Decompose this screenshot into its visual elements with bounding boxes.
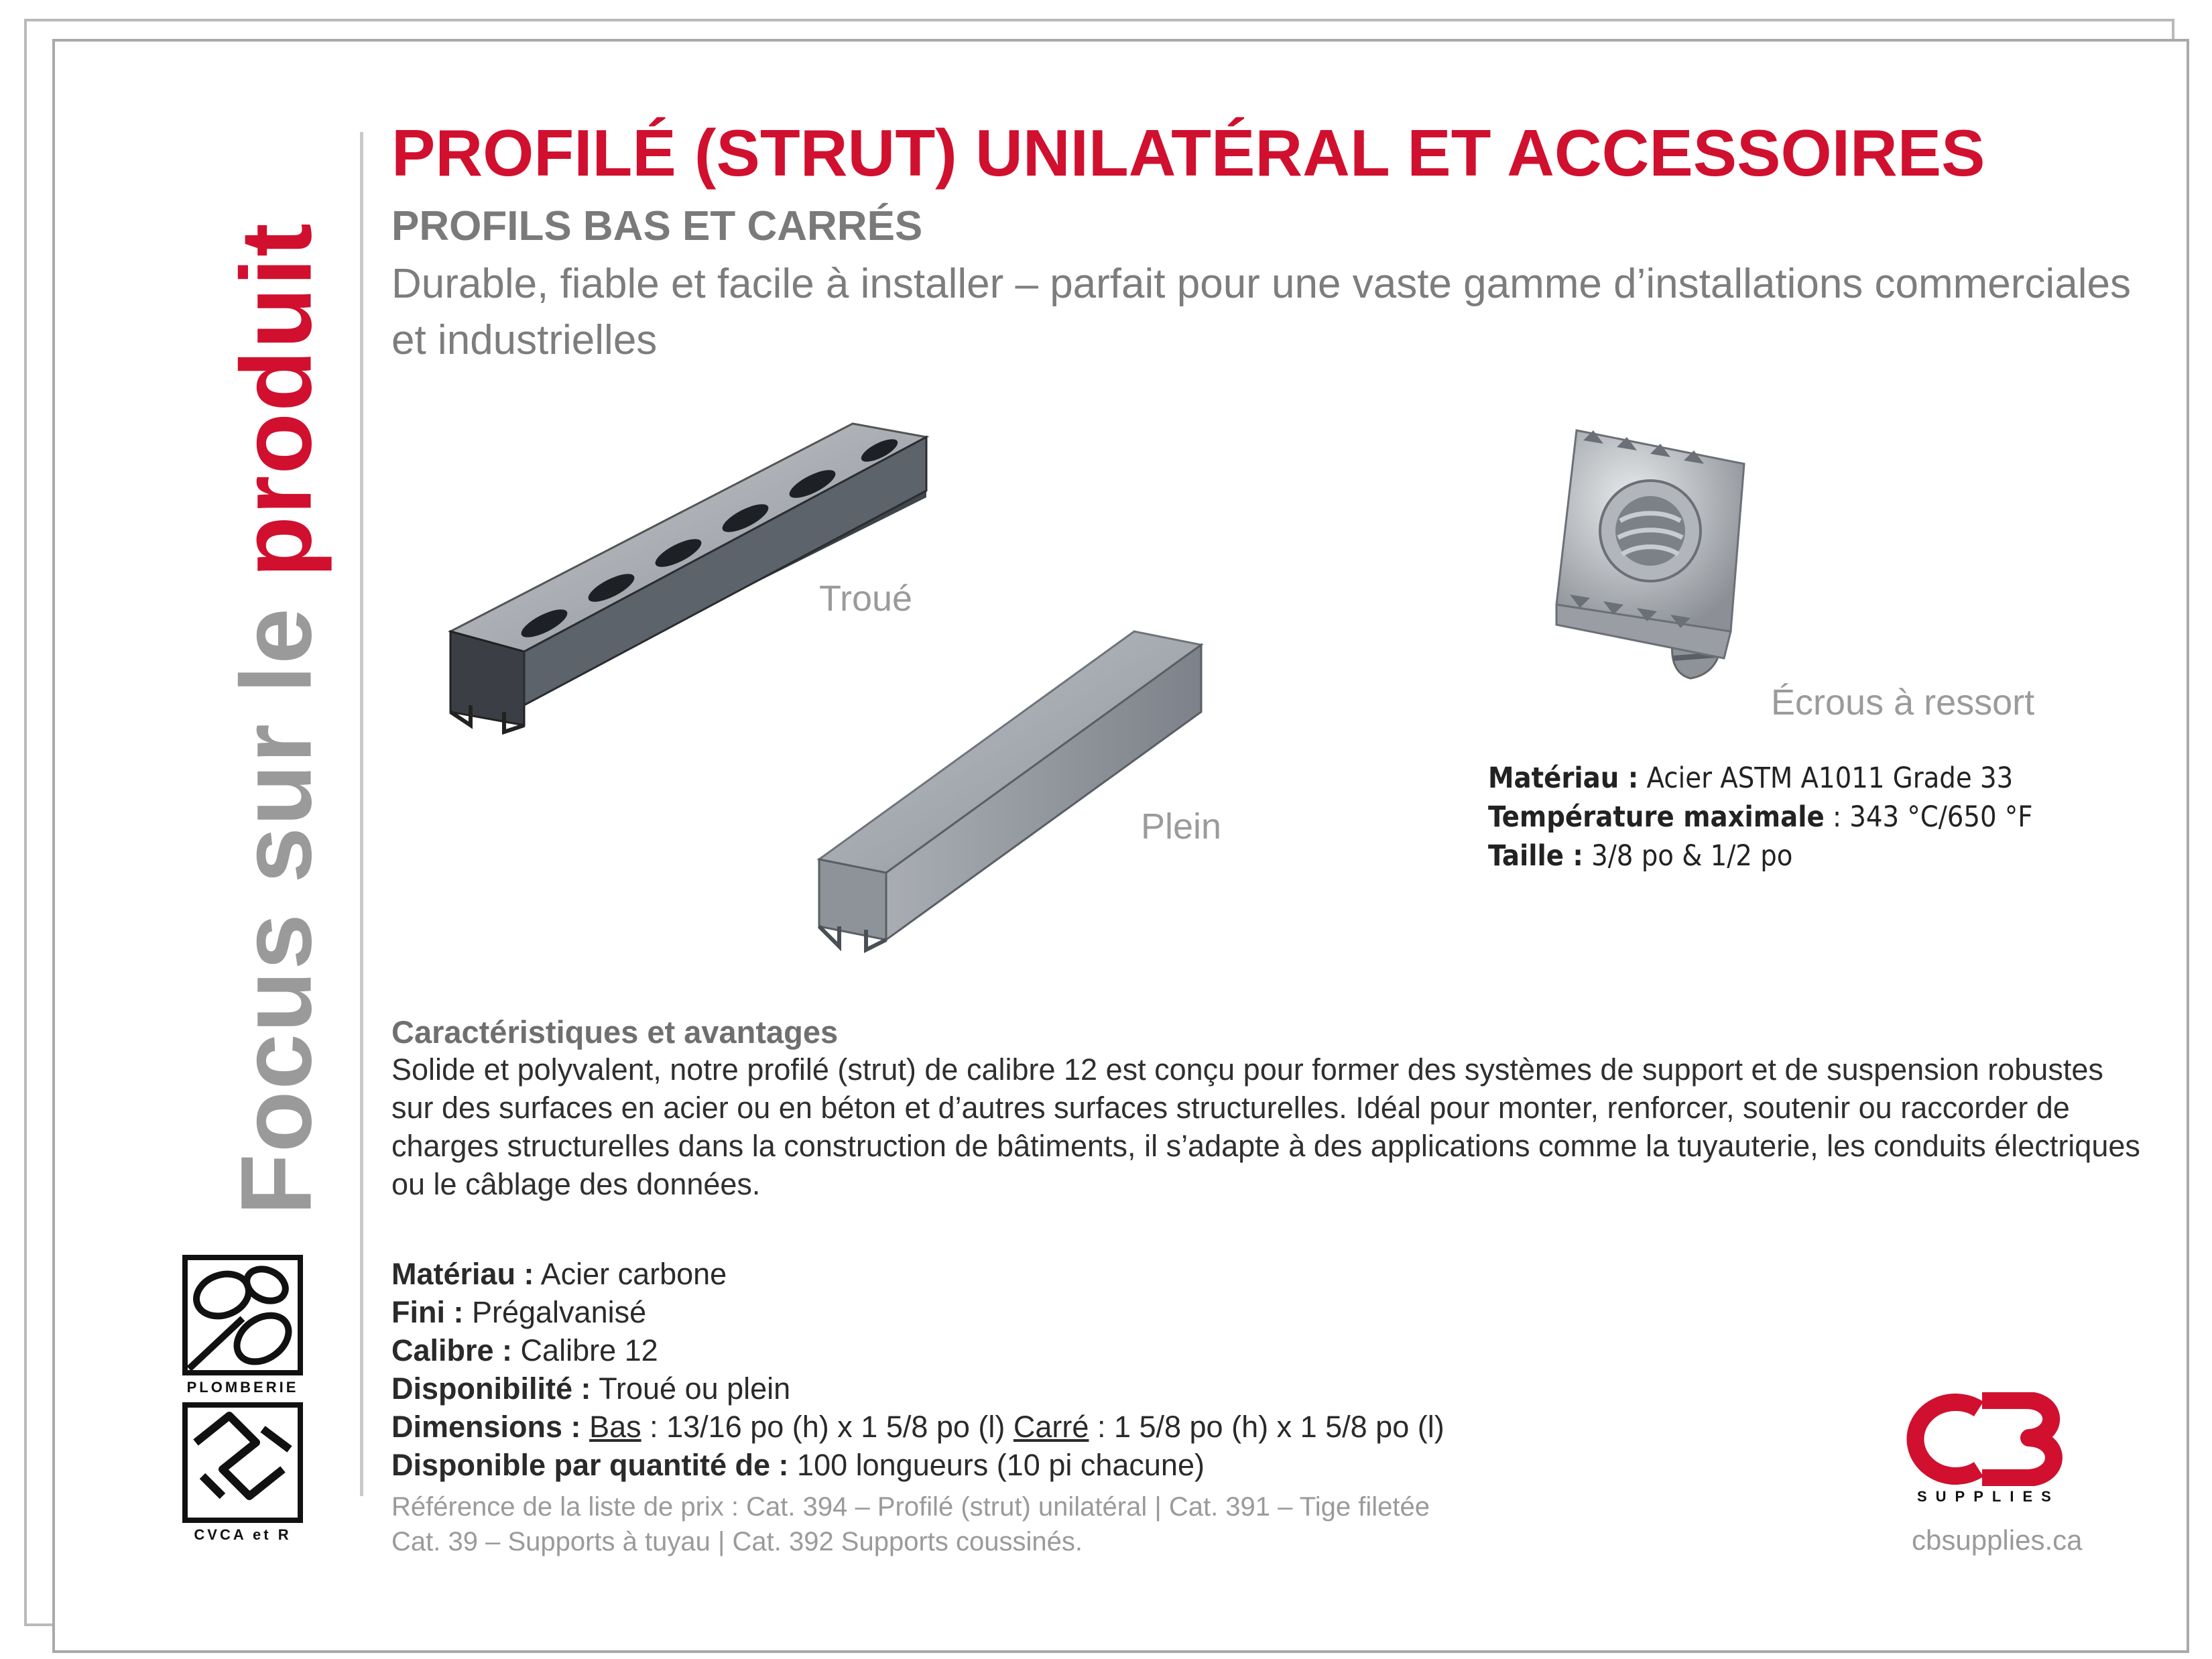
plein-caption: Plein (1141, 806, 1222, 847)
troue-caption: Troué (819, 578, 913, 619)
plomberie-label: PLOMBERIE (186, 1379, 299, 1396)
spec-row-materiau: Matériau : Acier carbone (391, 1257, 727, 1291)
vertical-divider (360, 132, 363, 1496)
spring-nut-specs (1488, 759, 2033, 875)
spec-row-calibre: Calibre : Calibre 12 (391, 1333, 658, 1367)
page-subtitle: PROFILS BAS ET CARRÉS (391, 203, 923, 249)
spec-row-quantite: Disponible par quantité de : 100 longueurs (10 pi chacune) (391, 1448, 1205, 1482)
spec-row-disponibilite: Disponibilité : Troué ou plein (391, 1371, 791, 1406)
nut-spec-row: Matériau : Acier ASTM A1011 Grade 33 (1488, 761, 2014, 795)
nut-spec-row: Taille : 3/8 po & 1/2 po (1488, 839, 1793, 873)
reference-line-1: Référence de la liste de prix : Cat. 394 – Profilé (strut) unilatéral | Cat. 391 – Tige filetée (391, 1492, 1430, 1522)
side-title-part1: Focus sur le (219, 577, 332, 1215)
cb-supplies-label: SUPPLIES (1917, 1488, 2060, 1505)
cb-supplies-logo-icon (1898, 1392, 2073, 1486)
reference-line-2: Cat. 39 – Supports à tuyau | Cat. 392 Supports coussinés. (391, 1527, 1083, 1556)
plomberie-logo-icon (182, 1255, 303, 1375)
cvca-label: CVCA et R (194, 1526, 292, 1543)
spec-row-fini: Fini : Prégalvanisé (391, 1295, 647, 1329)
spec-row-dimensions: Dimensions : Bas : 13/16 po (h) x 1 5/8 po (l) Carré : 1 5/8 po (h) x 1 5/8 po (l) (391, 1410, 1445, 1444)
product-flyer-page (52, 39, 2189, 1653)
solid-strut-image (765, 591, 1208, 967)
product-specs (391, 1255, 1445, 1484)
features-heading: Caractéristiques et avantages (391, 1014, 839, 1050)
ecrous-caption: Écrous à ressort (1771, 682, 2035, 723)
tagline: Durable, fiable et facile à installer – parfait pour une vaste gamme d’installations commerciales et industrielles (391, 261, 2131, 363)
features-body: Solide et polyvalent, notre profilé (strut) de calibre 12 est conçu pour former des systèmes de support et de suspension robustes sur des surfaces en acier ou en béton et d’autres surfaces structurelles. Idéal pour monter, renforcer, soutenir ou raccorder de charges structurelles dans la construction de bâtiments, il s’adapte à des applications comme la tuyauterie, les conduits électriques ou le câblage des données. (391, 1052, 2140, 1201)
price-list-references (391, 1489, 1430, 1559)
nut-spec-row: Température maximale : 343 °C/650 °F (1488, 800, 2033, 834)
website-link[interactable]: cbsupplies.ca (1912, 1524, 2083, 1556)
side-title-part2: produit (219, 222, 332, 578)
page-title: PROFILÉ (STRUT) UNILATÉRAL ET ACCESSOIRES (391, 116, 1985, 190)
side-title (219, 222, 334, 1215)
spring-nut-image (1530, 404, 1771, 685)
cvca-logo-icon (182, 1402, 303, 1523)
